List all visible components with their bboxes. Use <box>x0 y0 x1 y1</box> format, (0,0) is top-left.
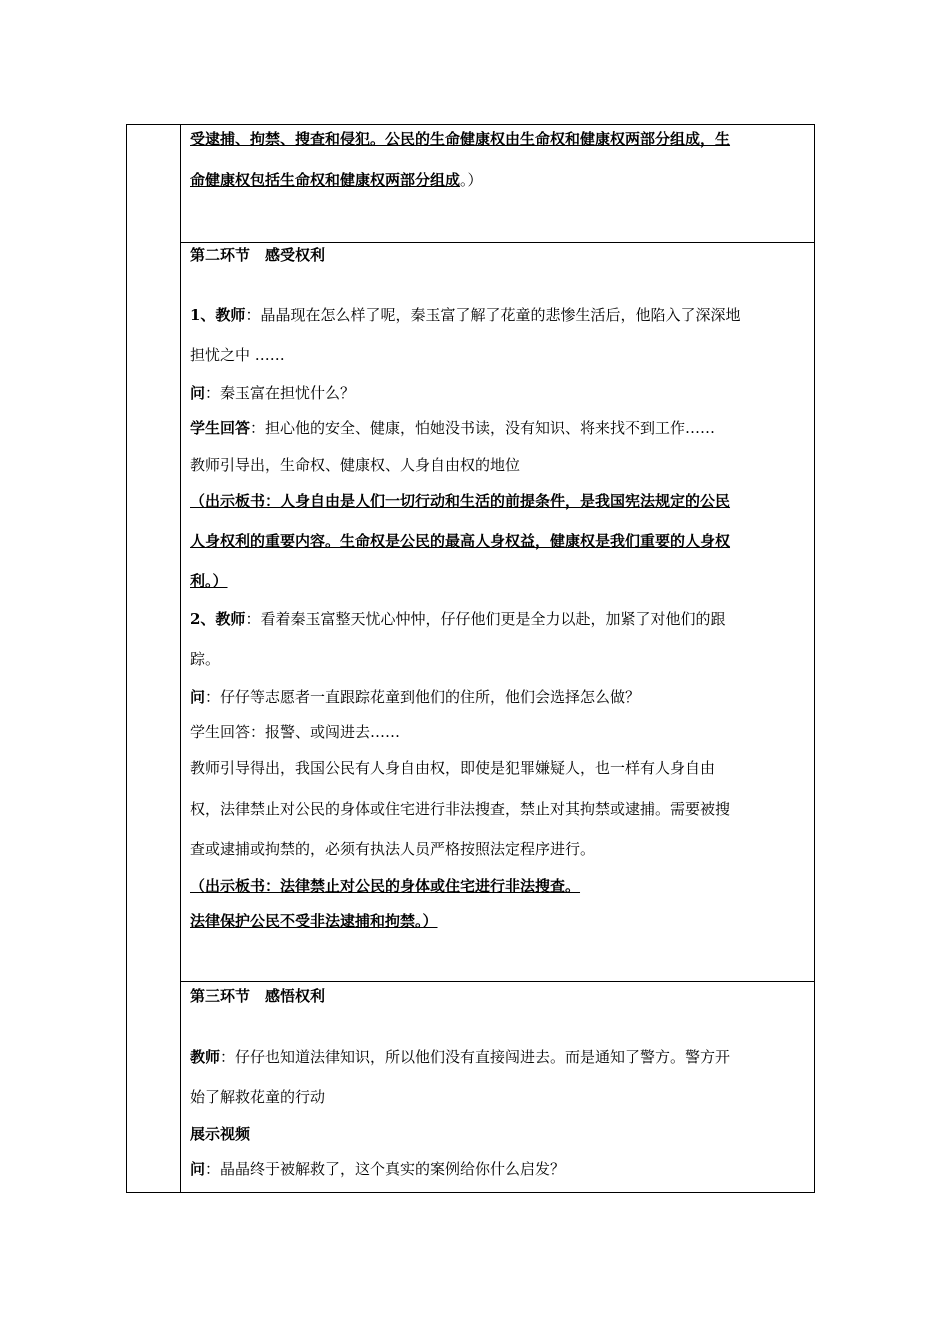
row-divider <box>180 981 814 982</box>
speaker-label: 问 <box>190 688 206 706</box>
bold-text: 命健康权包括生命权和健康权两部分组成 <box>190 171 461 189</box>
text-line: 担忧之中 …… <box>190 346 285 364</box>
column-divider <box>180 125 181 1192</box>
section-heading: 第二环节 感受权利 <box>190 246 326 264</box>
text-line: 教师引导得出，我国公民有人身自由权，即使是犯罪嫌疑人，也一样有人身自由 <box>190 759 716 777</box>
text-line: 展示视频 <box>190 1125 251 1143</box>
text-line <box>190 1047 730 1067</box>
speaker-label: 2、教师 <box>190 610 246 628</box>
text-line: 踪。 <box>190 650 221 668</box>
text-line <box>190 305 740 325</box>
speaker-label: 问 <box>190 1160 206 1178</box>
board-text-line: （出示板书：人身自由是人们一切行动和生活的前提条件，是我国宪法规定的公民 <box>190 492 731 510</box>
board-text-line: 利。） <box>190 572 228 590</box>
board-text-line: （出示板书：法律禁止对公民的身体或住宅进行非法搜查。 <box>190 877 581 895</box>
row-divider <box>180 242 814 243</box>
board-text-line: 法律保护公民不受非法逮捕和拘禁。） <box>190 912 438 930</box>
plain-text: 。） <box>460 171 483 189</box>
text-line <box>190 609 725 629</box>
text-line <box>190 418 715 438</box>
board-text-line: 人身权利的重要内容。生命权是公民的最高人身权益，健康权是我们重要的人身权 <box>190 532 731 550</box>
text-line <box>190 687 640 707</box>
text-line: 权，法律禁止对公民的身体或住宅进行非法搜查，禁止对其拘禁或逮捕。需要被搜 <box>190 800 731 818</box>
speaker-label: 1、教师 <box>190 306 246 324</box>
text-line <box>190 170 483 190</box>
speaker-label: 教师 <box>190 1048 221 1066</box>
text-line: 受逮捕、拘禁、搜查和侵犯。公民的生命健康权由生命权和健康权两部分组成，生 <box>190 130 731 148</box>
plain-text: ：看着秦玉富整天忧心忡忡，仔仔他们更是全力以赴，加紧了对他们的跟 <box>245 610 726 628</box>
section-heading: 第三环节 感悟权利 <box>190 987 326 1005</box>
plain-text: ：秦玉富在担忧什么？ <box>205 384 356 402</box>
plain-text: ：晶晶终于被解救了，这个真实的案例给你什么启发？ <box>205 1160 566 1178</box>
lesson-plan-table <box>126 124 815 1193</box>
text-line: 查或逮捕或拘禁的，必须有执法人员严格按照法定程序进行。 <box>190 840 596 858</box>
plain-text: ：晶晶现在怎么样了呢，秦玉富了解了花童的悲惨生活后，他陷入了深深地 <box>245 306 741 324</box>
text-line <box>190 383 355 403</box>
speaker-label: 学生回答 <box>190 419 251 437</box>
plain-text: ：仔仔等志愿者一直跟踪花童到他们的住所，他们会选择怎么做？ <box>205 688 641 706</box>
plain-text: ：担心他的安全、健康，怕她没书读，没有知识、将来找不到工作…… <box>250 419 716 437</box>
text-line: 学生回答：报警、或闯进去…… <box>190 723 401 741</box>
plain-text: ：仔仔也知道法律知识，所以他们没有直接闯进去。而是通知了警方。警方开 <box>220 1048 731 1066</box>
text-line: 教师引导出，生命权、健康权、人身自由权的地位 <box>190 456 521 474</box>
text-line: 始了解救花童的行动 <box>190 1088 326 1106</box>
text-line <box>190 1159 565 1179</box>
speaker-label: 问 <box>190 384 206 402</box>
